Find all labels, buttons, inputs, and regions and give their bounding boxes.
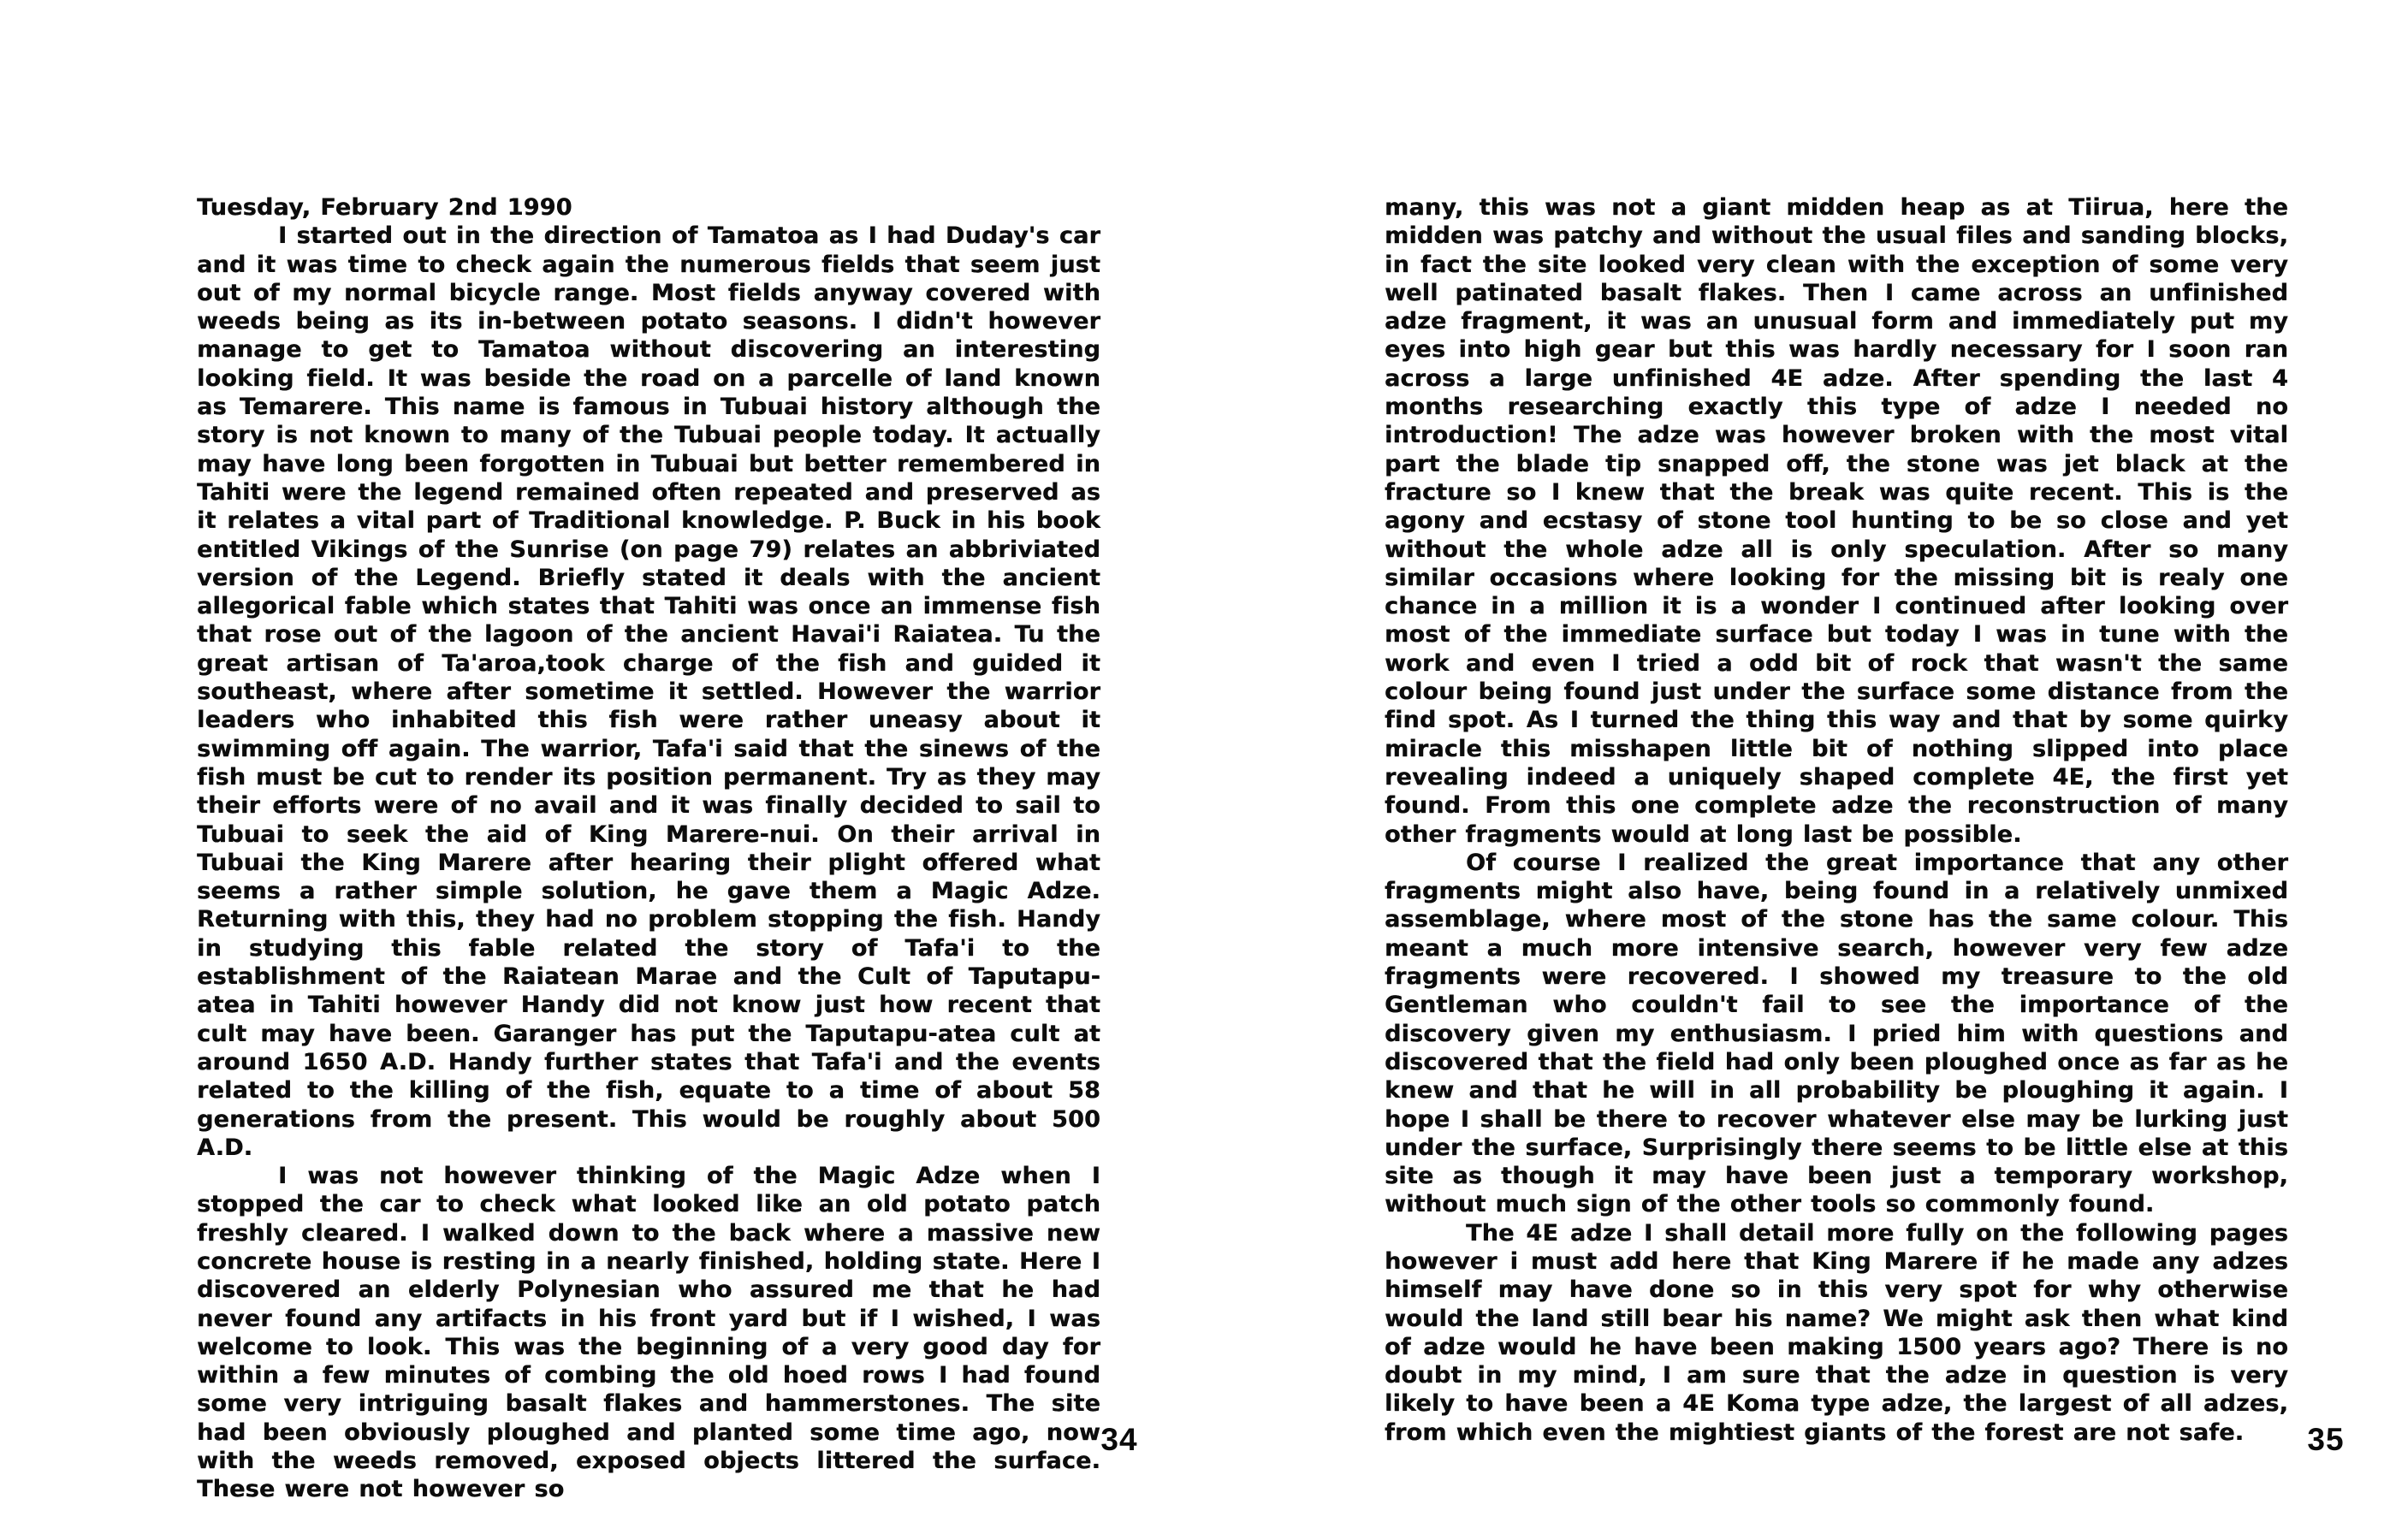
right-page-paragraph-1-continuation: many, this was not a giant midden heap as at Tiirua, here the midden was patchy and without the usual files and sanding blocks, in fact the site looked very clean with the exception of some very well patinated basalt flakes. Then I came across an unfinished adze fragment, it was an unusual form and immediately put my eyes into high gear but this was hardly necessary for I soon ran across a large unfinished 4E adze. After spending the last 4 months researching exactly this type of adze I needed no introduction! The adze was however broken with the most vital part the blade tip snapped off, the stone was jet black at the fracture so I knew that the break was quite recent. This is the agony and ecstasy of stone tool hunting to be so close and yet without the whole adze all is only speculation. After so many similar occasions where looking for the missing bit is realy one chance in a million it is a wonder I continued after looking over most of the immediate surface but today I was in tune with the work and even I tried a odd bit of rock that wasn't the same colour being found just under the surface some distance from the find spot. As I turned the thing this way and that by some quirky miracle this misshapen little bit of nothing slipped into place revealing indeed a uniquely shaped complete 4E, the first yet found. From this one complete adze the reconstruction of many other fragments would at long last be possible. [1385, 194, 2288, 848]
right-page-paragraph-3: The 4E adze I shall detail more fully on the following pages however i must add here that King Marere if he made any adzes himself may have done so in this very spot for why otherwise would the land still bear his name? We might ask then what kind of adze would he have been making 1500 years ago? There is no doubt in my mind, I am sure that the adze in question is very likely to have been a 4E Koma type adze, the largest of all adzes, from which even the mightiest giants of the forest are not safe. [1385, 1219, 2288, 1446]
journal-entry-date-heading: Tuesday, February 2nd 1990 [197, 194, 572, 221]
right-page-paragraph-2: Of course I realized the great importance that any other fragments might also have, being found in a relatively unmixed assemblage, where most of the stone has the same colour. This meant a much more intensive search, however very few adze fragments were recovered. I showed my treasure to the old Gentleman who couldn't fail to see the importance of the discovery given my enthusiasm. I pried him with questions and discovered that the field had only been ploughed once as far as he knew and that he will in all probability be ploughing it again. I hope I shall be there to recover whatever else may be lurking just under the surface, Surprisingly there seems to be little else at this site as though it may have been just a temporary workshop, without much sign of the other tools so commonly found. [1385, 849, 2288, 1218]
right-page-text-column [1385, 193, 2288, 1447]
right-page-number: 35 [2307, 1422, 2345, 1457]
left-page-text-column [197, 193, 1100, 1504]
left-page-number: 34 [1100, 1422, 1138, 1457]
left-page-paragraph-2: I was not however thinking of the Magic Adze when I stopped the car to check what looked like an old potato patch freshly cleared. I walked down to the back where a massive new concrete house is resting in a nearly finished, holding state. Here I discovered an elderly Polynesian who assured me that he had never found any artifacts in his front yard but if I wished, I was welcome to look. This was the beginning of a very good day for within a few minutes of combing the old hoed rows I had found some very intriguing basalt flakes and hammerstones. The site had been obviously ploughed and planted some time ago, now with the weeds removed, exposed objects littered the surface. These were not however so [197, 1163, 1100, 1503]
left-page-paragraph-1: I started out in the direction of Tamatoa as I had Duday's car and it was time to check again the numerous fields that seem just out of my normal bicycle range. Most fields anyway covered with weeds being as its in-between potato seasons. I didn't however manage to get to Tamatoa without discovering an interesting looking field. It was beside the road on a parcelle of land known as Temarere. This name is famous in Tubuai history although the story is not known to many of the Tubuai people today. It actually may have long been forgotten in Tubuai but better remembered in Tahiti were the legend remained often repeated and preserved as it relates a vital part of Traditional knowledge. P. Buck in his book entitled Vikings of the Sunrise (on page 79) relates an abbriviated version of the Legend. Briefly stated it deals with the ancient allegorical fable which states that Tahiti was once an immense fish that rose out of the lagoon of the ancient Havai'i Raiatea. Tu the great artisan of Ta'aroa,took charge of the fish and guided it southeast, where after sometime it settled. However the warrior leaders who inhabited this fish were rather uneasy about it swimming off again. The warrior, Tafa'i said that the sinews of the fish must be cut to render its position permanent. Try as they may their efforts were of no avail and it was finally decided to sail to Tubuai to seek the aid of King Marere-nui. On their arrival in Tubuai the King Marere after hearing their plight offered what seems a rather simple solution, he gave them a Magic Adze. Returning with this, they had no problem stopping the fish. Handy in studying this fable related the story of Tafa'i to the establishment of the Raiatean Marae and the Cult of Taputapu-atea in Tahiti however Handy did not know just how recent that cult may have been. Garanger has put the Taputapu-atea cult at around 1650 A.D. Handy further states that Tafa'i and the events related to the killing of the fish, equate to a time of about 58 generations from the present. This would be roughly about 500 A.D. [197, 222, 1100, 1161]
